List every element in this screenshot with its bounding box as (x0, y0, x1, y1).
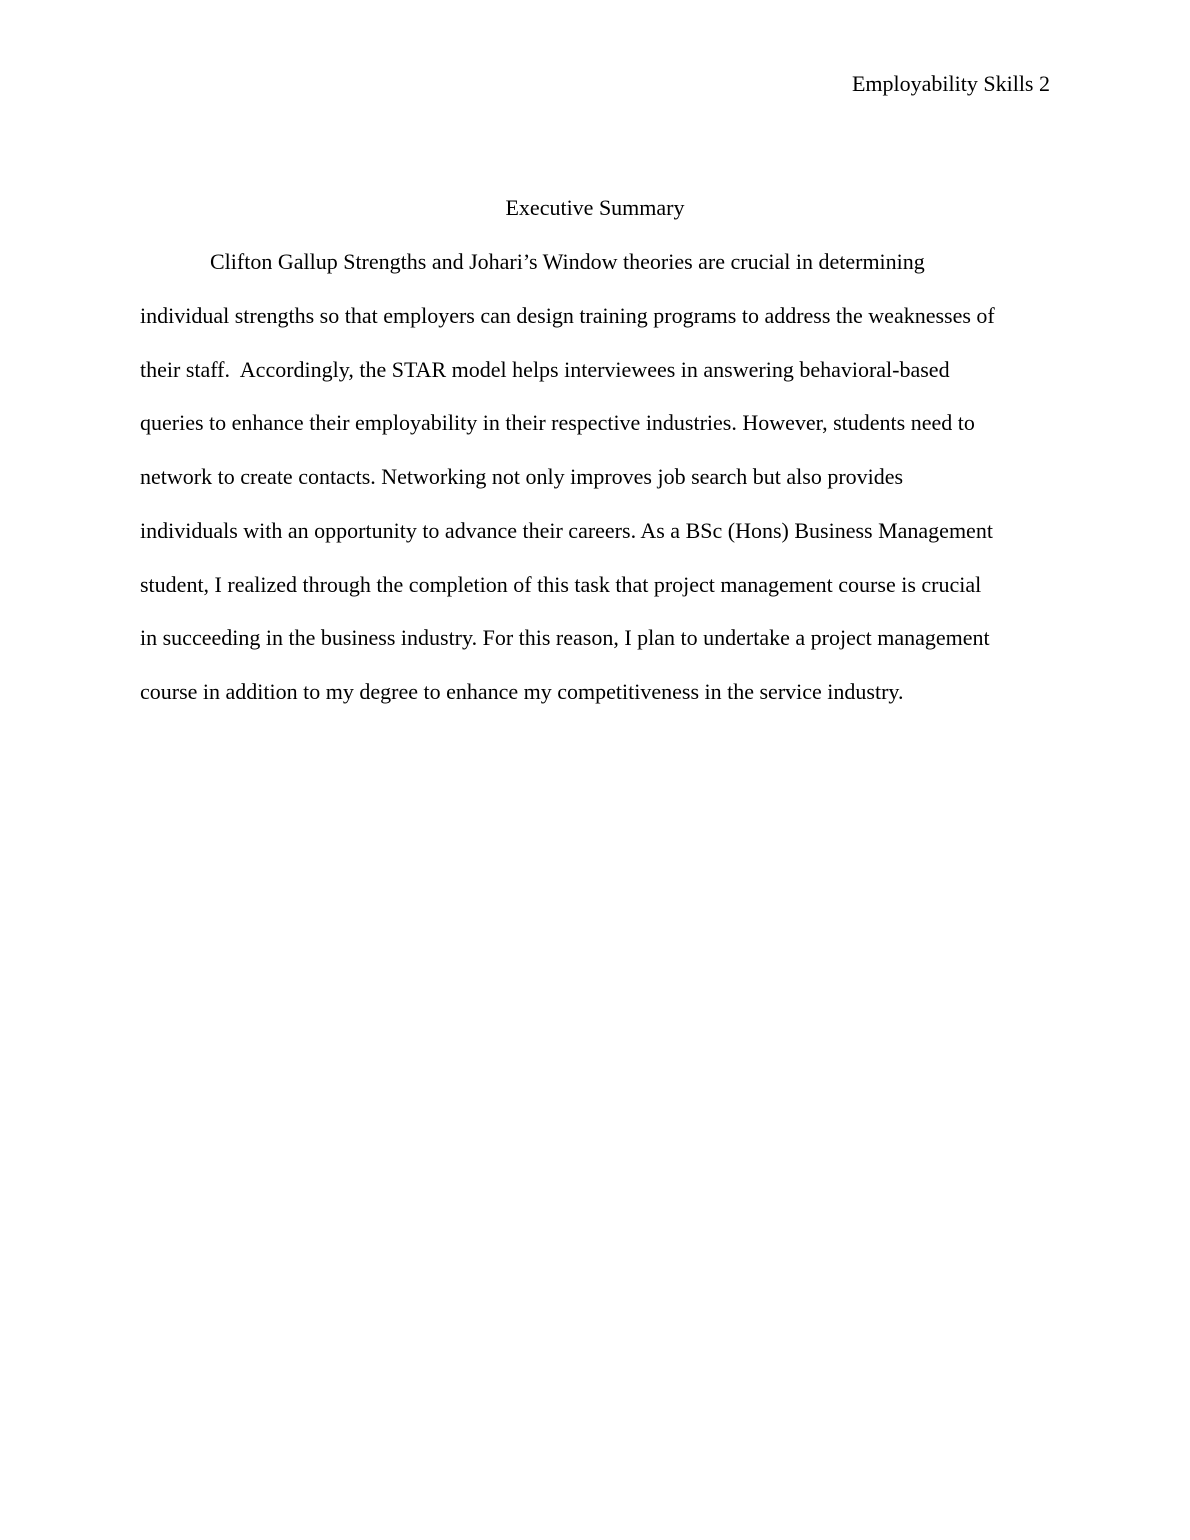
paragraph-line: student, I realized through the completion of this task that project management course is crucial (140, 571, 982, 597)
paragraph-line: queries to enhance their employability in their respective industries. However, students need to (140, 410, 975, 436)
paragraph-line: Clifton Gallup Strengths and Johari’s Window theories are crucial in determining (210, 249, 925, 274)
paragraph-line: individuals with an opportunity to advance their careers. As a BSc (Hons) Business Management (140, 517, 993, 543)
executive-summary-paragraph (140, 248, 1050, 732)
running-head: Employability Skills 2 (851, 71, 1050, 96)
paragraph-line: course in addition to my degree to enhance my competitiveness in the service industry. (140, 679, 904, 704)
paragraph-line: in succeeding in the business industry. For this reason, I plan to undertake a project management (140, 625, 990, 651)
paragraph-line: their staff. Accordingly, the STAR model helps interviewees in answering behavioral-based (140, 356, 950, 382)
paragraph-line: individual strengths so that employers can design training programs to address the weaknesses of (140, 302, 995, 328)
paragraph-line: network to create contacts. Networking not only improves job search but also provides (140, 464, 904, 489)
section-title: Executive Summary (505, 195, 685, 220)
